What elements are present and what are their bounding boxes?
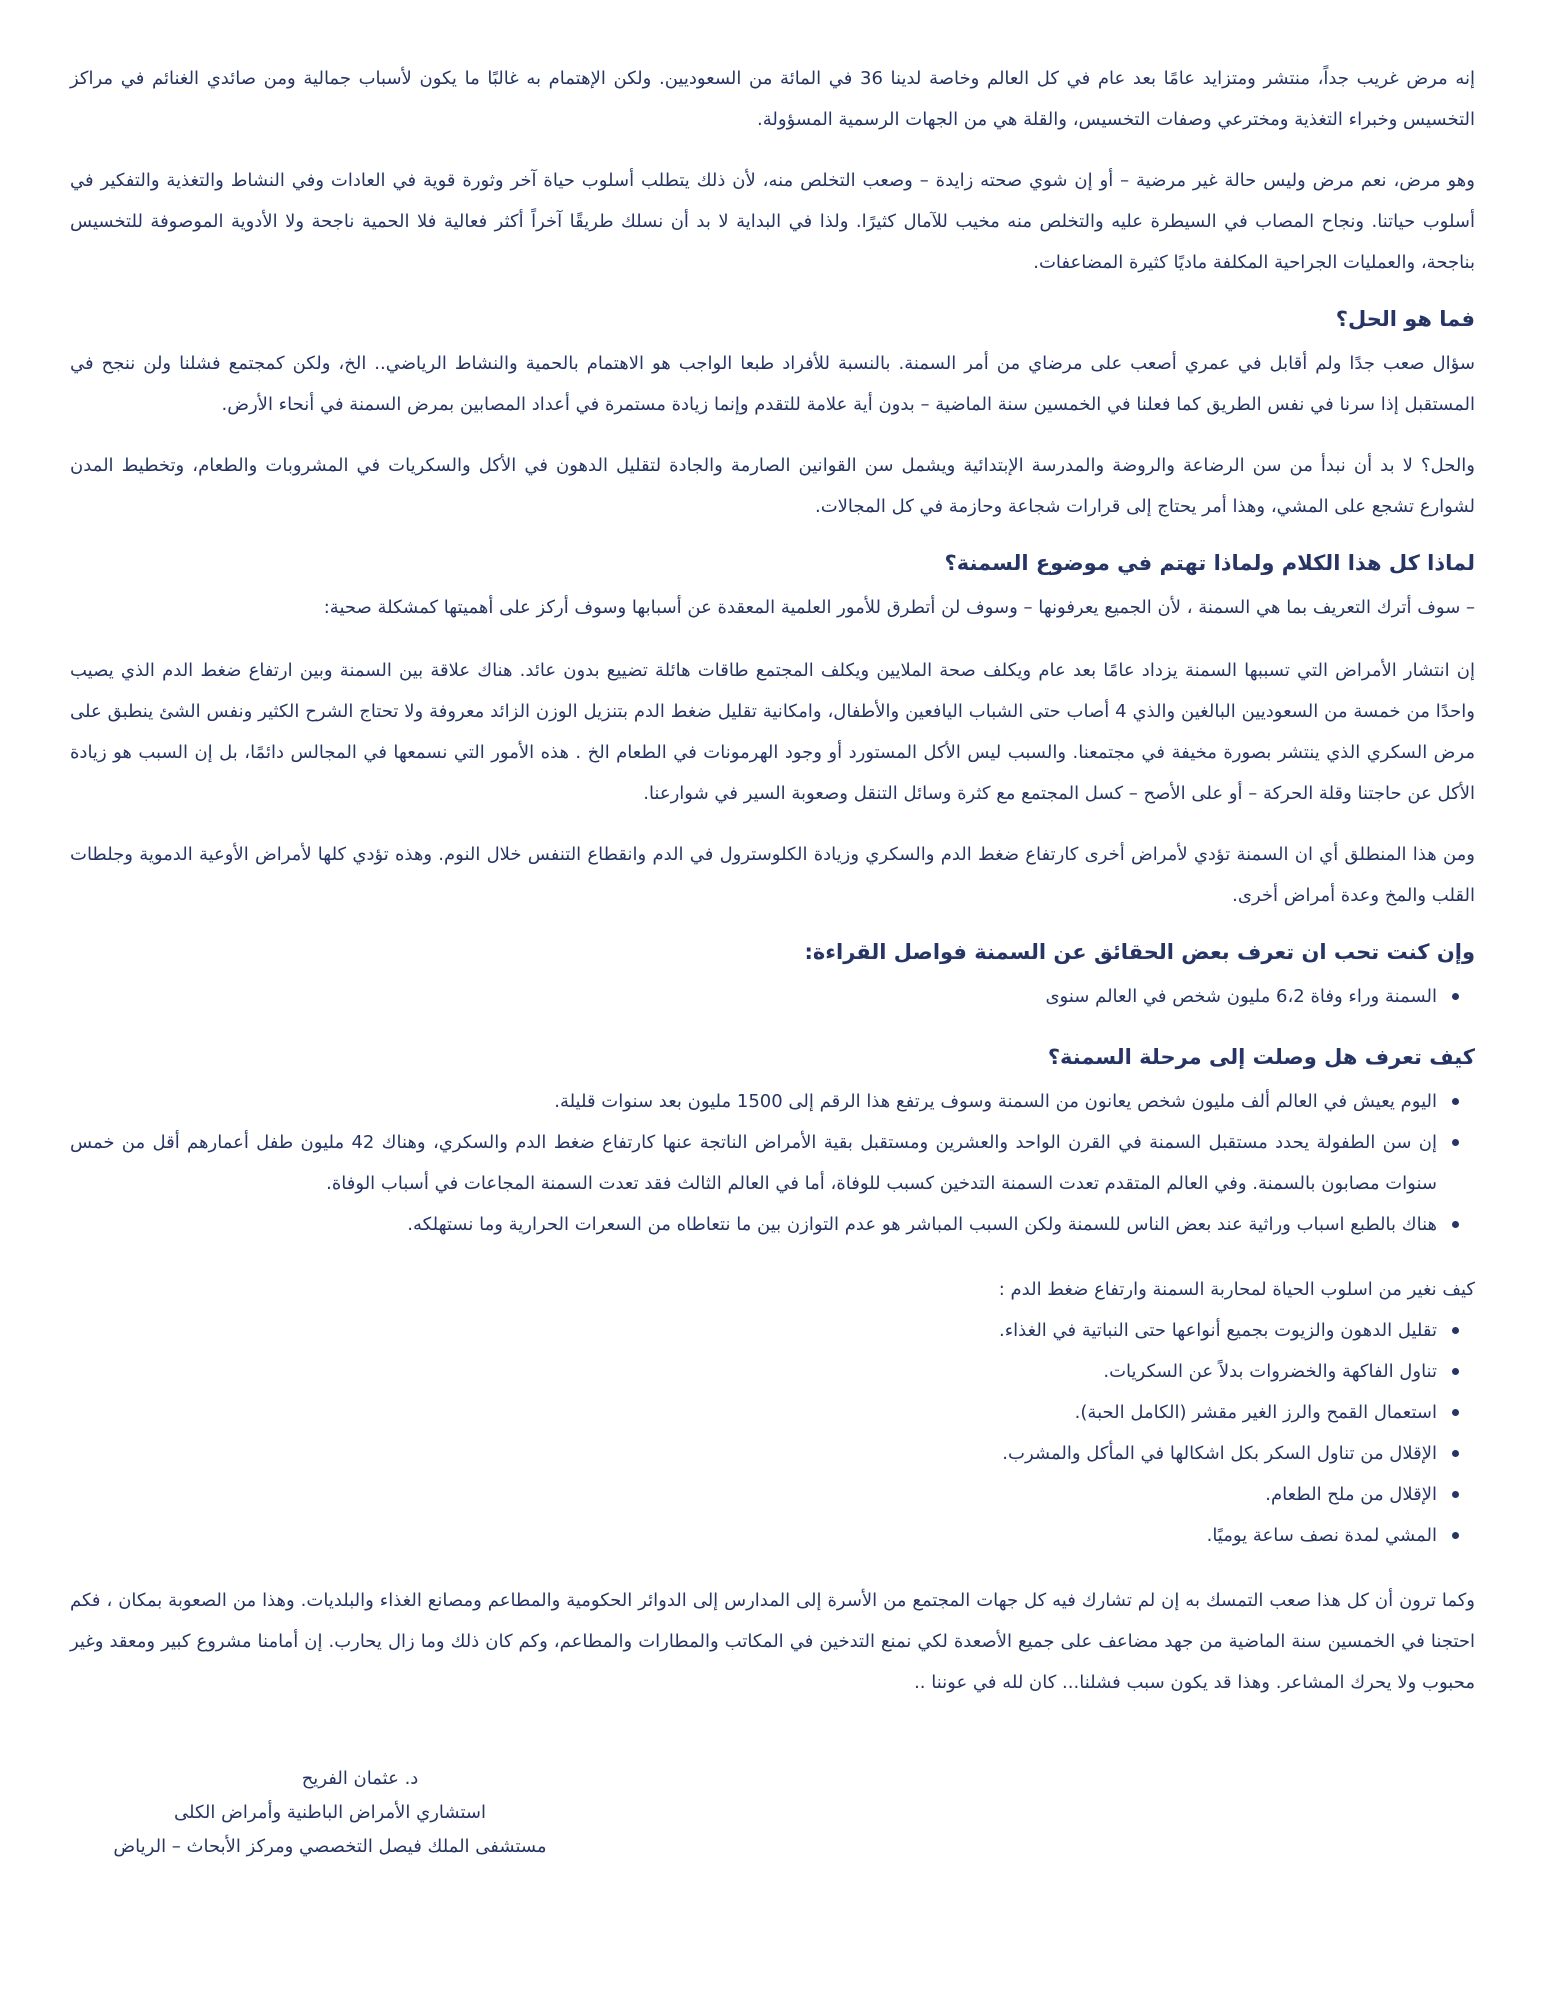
author-title: استشاري الأمراض الباطنية وأمراض الكلى bbox=[174, 1802, 486, 1823]
bullet-icon bbox=[1452, 1409, 1459, 1416]
paragraph-definition: – سوف أترك التعريف بما هي السمنة ، لأن الجميع يعرفونها – وسوف لن أتطرق للأمور العلمية المعقدة عن أسبابها وسوف أركز على أهميتها كمشكلة صحية: bbox=[323, 597, 1475, 618]
bullet-icon bbox=[1452, 1098, 1459, 1105]
facts-list bbox=[70, 976, 1475, 1017]
bullet-icon bbox=[1452, 1450, 1459, 1457]
paragraph-conclusion: وكما ترون أن كل هذا صعب التمسك به إن لم تشارك فيه كل جهات المجتمع من الأسرة إلى المدارس إلى الدوائر الحكومية والمطاعم ومصانع الغذاء والبلديات. وهذا من الصعوبة بمكان ، فكم احتجنا في الخمسين سنة الماضية من جهد مضاعف على جميع الأصعدة لكي نمنع التدخين في المكاتب والمطارات والمطاعم، وكم كان ذلك وما زال يحارب. إن أمامنا مشروع كبير ومعقد وغير محبوب ولا يحرك المشاعر. وهذا قد يكون سبب فشلنا... كان لله في عوننا .. bbox=[70, 1590, 1475, 1693]
lifestyle-intro: كيف نغير من اسلوب الحياة لمحاربة السمنة وارتفاع ضغط الدم : bbox=[998, 1279, 1475, 1300]
heading-stage: كيف تعرف هل وصلت إلى مرحلة السمنة؟ bbox=[1047, 1045, 1475, 1069]
lifestyle-list bbox=[70, 1310, 1475, 1556]
list-item: الإقلال من تناول السكر بكل اشكالها في المأكل والمشرب. bbox=[70, 1433, 1437, 1474]
heading-facts: وإن كنت تحب ان تعرف بعض الحقائق عن السمنة فواصل القراءة: bbox=[804, 940, 1475, 964]
paragraph-hard-question: سؤال صعب جدًا ولم أقابل في عمري أصعب على مرضاي من أمر السمنة. بالنسبة للأفراد طبعا الواجب هو الاهتمام بالحمية والنشاط الرياضي.. الخ، ولكن كمجتمع فشلنا ولن ننجح في المستقبل إذا سرنا في نفس الطريق كما فعلنا في الخمسين سنة الماضية – بدون أية علامة للتقدم وإنما زيادة مستمرة في أعداد المصابين بمرض السمنة في أنحاء الأرض. bbox=[70, 353, 1475, 415]
bullet-icon bbox=[1452, 993, 1459, 1000]
paragraph-intro: إنه مرض غريب جداً، منتشر ومتزايد عامًا بعد عام في كل العالم وخاصة لدينا 36 في المائة من السعوديين. ولكن الإهتمام به غالبًا ما يكون لأسباب جمالية ومن صائدي الغنائم في مراكز التخسيس وخبراء التغذية ومخترعي وصفات التخسيس، والقلة هي من الجهات الرسمية المسؤولة. bbox=[70, 68, 1475, 130]
paragraph-consequences: ومن هذا المنطلق أي ان السمنة تؤدي لأمراض أخرى كارتفاع ضغط الدم والسكري وزيادة الكلوسترول في الدم وانقطاع التنفس خلال النوم. وهذه تؤدي كلها لأمراض الأوعية الدموية وجلطات القلب والمخ وعدة أمراض أخرى. bbox=[70, 844, 1475, 906]
author-signature bbox=[100, 1762, 560, 1864]
paragraph-disease: وهو مرض، نعم مرض وليس حالة غير مرضية – أو إن شوي صحته زايدة – وصعب التخلص منه، لأن ذلك يتطلب أسلوب حياة آخر وثورة قوية في العادات وفي النشاط والتغذية والتفكير في أسلوب حياتنا. ونجاح المصاب في السيطرة عليه والتخلص منه مخيب للآمال كثيرًا. ولذا في البداية لا بد أن نسلك طريقًا آخراً أكثر فعالية فلا الحمية ناجحة ولا الأدوية الموصوفة للتخسيس بناجحة، والعمليات الجراحية المكلفة ماديًا كثيرة المضاعفات. bbox=[70, 170, 1475, 273]
author-name: د. عثمان الفريح bbox=[301, 1768, 419, 1789]
stage-list bbox=[70, 1081, 1475, 1245]
list-item: تقليل الدهون والزيوت بجميع أنواعها حتى النباتية في الغذاء. bbox=[70, 1310, 1437, 1351]
bullet-icon bbox=[1452, 1368, 1459, 1375]
paragraph-solution: والحل؟ لا بد أن نبدأ من سن الرضاعة والروضة والمدرسة الإبتدائية ويشمل سن القوانين الصارمة والجادة لتقليل الدهون في الأكل والسكريات في المشروبات والطعام، وتخطيط المدن لشوارع تشجع على المشي، وهذا أمر يحتاج إلى قرارات شجاعة وحازمة في كل المجالات. bbox=[70, 455, 1475, 517]
bullet-icon bbox=[1452, 1532, 1459, 1539]
heading-why: لماذا كل هذا الكلام ولماذا تهتم في موضوع السمنة؟ bbox=[944, 551, 1475, 575]
heading-solution: فما هو الحل؟ bbox=[1335, 307, 1475, 331]
paragraph-diseases-spread: إن انتشار الأمراض التي تسببها السمنة يزداد عامًا بعد عام ويكلف صحة الملايين ويكلف المجتمع طاقات هائلة تضييع بدون عائد. هناك علاقة بين السمنة وبين ارتفاع ضغط الدم الذي يصيب واحدًا من خمسة من السعوديين البالغين والذي 4 أصاب حتى الشباب اليافعين والأطفال، وامكانية تقليل ضغط الدم بتنزيل الوزن الزائد معروفة ولا تحتاج الشرح الكثير ونفس الشئ ينطبق على مرض السكري الذي ينتشر بصورة مخيفة في مجتمعنا. والسبب ليس الأكل المستورد أو وجود الهرمونات في الطعام الخ . هذه الأمور التي نسمعها في المجالس دائمًا، بل إن السبب هو زيادة الأكل عن حاجتنا وقلة الحركة – أو على الأصح – كسل المجتمع مع كثرة وسائل التنقل وصعوبة السير في شوارعنا. bbox=[70, 660, 1475, 804]
list-item: اليوم يعيش في العالم ألف مليون شخص يعانون من السمنة وسوف يرتفع هذا الرقم إلى 1500 مليون بعد سنوات قليلة. bbox=[70, 1081, 1437, 1122]
list-item: السمنة وراء وفاة 6،2 مليون شخص في العالم سنوى bbox=[70, 976, 1437, 1017]
list-item: إن سن الطفولة يحدد مستقبل السمنة في القرن الواحد والعشرين ومستقبل بقية الأمراض الناتجة عنها كارتفاع ضغط الدم والسكري، وهناك 42 مليون طفل أعمارهم أقل من خمس سنوات مصابون بالسمنة. وفي العالم المتقدم تعدت السمنة التدخين كسبب للوفاة، أما في العالم الثالث فقد تعدت السمنة المجاعات في أسباب الوفاة. bbox=[70, 1122, 1437, 1204]
bullet-icon bbox=[1452, 1221, 1459, 1228]
article-body bbox=[70, 58, 1475, 1723]
list-item: تناول الفاكهة والخضروات بدلاً عن السكريات. bbox=[70, 1351, 1437, 1392]
bullet-icon bbox=[1452, 1139, 1459, 1146]
list-item: استعمال القمح والرز الغير مقشر (الكامل الحبة). bbox=[70, 1392, 1437, 1433]
list-item: الإقلال من ملح الطعام. bbox=[70, 1474, 1437, 1515]
bullet-icon bbox=[1452, 1491, 1459, 1498]
list-item: المشي لمدة نصف ساعة يوميًا. bbox=[70, 1515, 1437, 1556]
list-item: هناك بالطبع اسباب وراثية عند بعض الناس للسمنة ولكن السبب المباشر هو عدم التوازن بين ما نتعاطاه من السعرات الحرارية وما نستهلكه. bbox=[70, 1204, 1437, 1245]
author-hospital: مستشفى الملك فيصل التخصصي ومركز الأبحاث – الرياض bbox=[113, 1836, 547, 1857]
bullet-icon bbox=[1452, 1327, 1459, 1334]
